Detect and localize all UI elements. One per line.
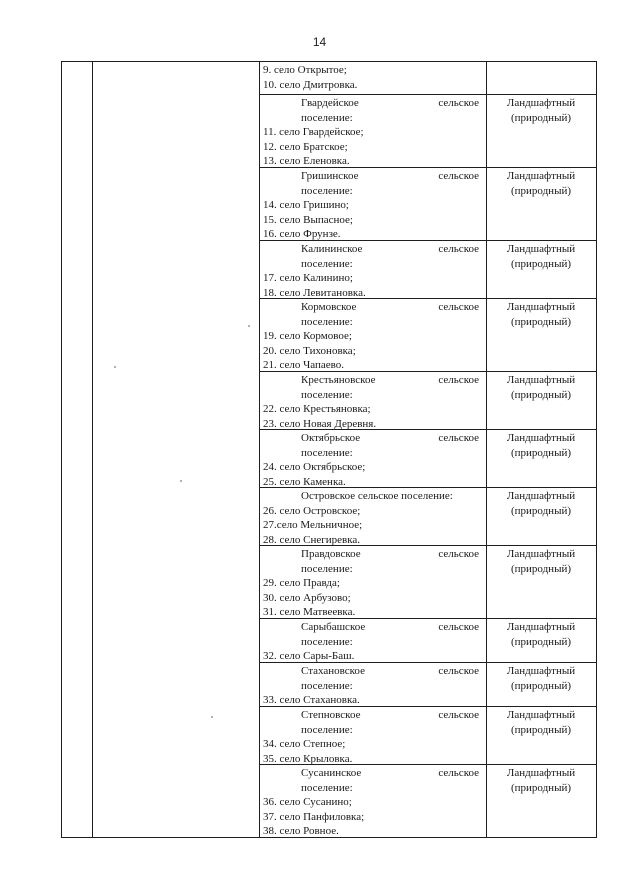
settlement-kind: сельское bbox=[438, 709, 479, 721]
table-row bbox=[259, 707, 596, 765]
settlement-cell bbox=[259, 241, 486, 300]
table-row bbox=[259, 430, 596, 488]
type-cell bbox=[486, 241, 596, 271]
village-item: 23. село Новая Деревня. bbox=[263, 417, 377, 430]
settlement-name: Островское сельское поселение: bbox=[301, 490, 453, 502]
type-sublabel: (природный) bbox=[510, 723, 572, 736]
type-sublabel: (природный) bbox=[510, 446, 572, 459]
village-item: 18. село Левитановка. bbox=[263, 286, 366, 299]
village-item: 30. село Арбузово; bbox=[263, 591, 351, 604]
settlements-table bbox=[61, 61, 597, 838]
settlement-heading-cont: поселение: bbox=[301, 388, 353, 401]
table-row bbox=[259, 299, 596, 372]
type-label: Ландшафтный bbox=[506, 490, 576, 502]
settlement-kind: сельское bbox=[438, 243, 479, 255]
type-cell bbox=[486, 430, 596, 460]
settlement-heading-cont: поселение: bbox=[301, 781, 353, 794]
settlement-heading-cont: поселение: bbox=[301, 111, 353, 124]
settlement-kind: сельское bbox=[438, 548, 479, 560]
settlement-name: Степновское bbox=[301, 709, 361, 721]
type-cell bbox=[486, 488, 596, 518]
type-label: Ландшафтный bbox=[506, 548, 576, 560]
type-label: Ландшафтный bbox=[506, 243, 576, 255]
settlement-name: Калининское bbox=[301, 243, 363, 255]
settlement-cell bbox=[259, 707, 486, 766]
type-label: Ландшафтный bbox=[506, 170, 576, 182]
table-body bbox=[259, 62, 596, 838]
village-item: 37. село Панфиловка; bbox=[263, 810, 365, 823]
type-label: Ландшафтный bbox=[506, 767, 576, 779]
settlement-name: Крестьяновское bbox=[301, 374, 376, 386]
table-row bbox=[259, 95, 596, 168]
village-item: 17. село Калинино; bbox=[263, 272, 353, 285]
settlement-heading bbox=[263, 547, 480, 562]
type-label: Ландшафтный bbox=[506, 432, 576, 444]
village-item: 34. село Степное; bbox=[263, 738, 346, 751]
settlement-heading bbox=[263, 373, 480, 388]
village-item: 13. село Еленовка. bbox=[263, 155, 350, 168]
type-sublabel: (природный) bbox=[510, 315, 572, 328]
type-sublabel: (природный) bbox=[510, 388, 572, 401]
village-item: 21. село Чапаево. bbox=[263, 359, 345, 372]
settlement-heading bbox=[263, 431, 480, 446]
type-cell bbox=[486, 619, 596, 649]
settlement-heading bbox=[263, 169, 480, 184]
type-sublabel: (природный) bbox=[510, 635, 572, 648]
scan-speck bbox=[114, 366, 116, 368]
village-item: 36. село Сусанино; bbox=[263, 796, 352, 809]
settlement-cell bbox=[259, 62, 486, 92]
type-sublabel: (природный) bbox=[510, 781, 572, 794]
table-row bbox=[259, 663, 596, 707]
settlement-cell bbox=[259, 619, 486, 664]
settlement-heading bbox=[263, 96, 480, 111]
table-row bbox=[259, 488, 596, 546]
settlement-heading bbox=[263, 766, 480, 781]
column-divider bbox=[92, 62, 93, 837]
page-number: 14 bbox=[312, 35, 327, 49]
settlement-cell bbox=[259, 663, 486, 708]
village-item: 33. село Стахановка. bbox=[263, 694, 360, 707]
type-label: Ландшафтный bbox=[506, 301, 576, 313]
settlement-heading-cont: поселение: bbox=[301, 562, 353, 575]
village-item: 12. село Братское; bbox=[263, 140, 348, 153]
type-label: Ландшафтный bbox=[506, 621, 576, 633]
village-item: 16. село Фрунзе. bbox=[263, 228, 341, 241]
settlement-heading bbox=[263, 664, 480, 679]
settlement-name: Гришинское bbox=[301, 170, 359, 182]
scan-speck bbox=[248, 325, 250, 327]
settlement-kind: сельское bbox=[438, 432, 479, 444]
settlement-heading-cont: поселение: bbox=[301, 446, 353, 459]
settlement-kind: сельское bbox=[438, 665, 479, 677]
settlement-cell bbox=[259, 488, 486, 547]
village-item: 19. село Кормовое; bbox=[263, 330, 352, 343]
settlement-heading-cont: поселение: bbox=[301, 184, 353, 197]
settlement-kind: сельское bbox=[438, 97, 479, 109]
type-sublabel: (природный) bbox=[510, 111, 572, 124]
village-item: 20. село Тихоновка; bbox=[263, 344, 356, 357]
village-item: 35. село Крыловка. bbox=[263, 752, 353, 765]
settlement-heading bbox=[263, 242, 480, 257]
settlement-cell bbox=[259, 372, 486, 431]
village-item: 27.село Мельничное; bbox=[263, 519, 363, 532]
village-item: 24. село Октябрьское; bbox=[263, 461, 366, 474]
type-label: Ландшафтный bbox=[506, 709, 576, 721]
village-item: 29. село Правда; bbox=[263, 577, 340, 590]
type-sublabel: (природный) bbox=[510, 504, 572, 517]
village-item: 15. село Выпасное; bbox=[263, 213, 353, 226]
table-row bbox=[259, 62, 596, 95]
settlement-kind: сельское bbox=[438, 170, 479, 182]
settlement-kind: сельское bbox=[438, 301, 479, 313]
settlement-kind: сельское bbox=[438, 374, 479, 386]
settlement-cell bbox=[259, 168, 486, 242]
settlement-cell bbox=[259, 546, 486, 620]
table-row bbox=[259, 372, 596, 430]
type-cell bbox=[486, 546, 596, 576]
village-item: 26. село Островское; bbox=[263, 504, 361, 517]
settlement-kind: сельское bbox=[438, 767, 479, 779]
village-item: 32. село Сары-Баш. bbox=[263, 650, 355, 663]
settlement-name: Кормовское bbox=[301, 301, 357, 313]
type-sublabel: (природный) bbox=[510, 679, 572, 692]
village-item: 9. село Открытое; bbox=[263, 64, 347, 76]
type-cell bbox=[486, 663, 596, 693]
type-label: Ландшафтный bbox=[506, 97, 576, 109]
village-item: 25. село Каменка. bbox=[263, 475, 346, 488]
type-cell bbox=[486, 62, 596, 63]
settlement-name: Правдовское bbox=[301, 548, 361, 560]
settlement-name: Сарыбашское bbox=[301, 621, 366, 633]
settlement-heading-cont: поселение: bbox=[301, 635, 353, 648]
settlement-cell bbox=[259, 765, 486, 839]
village-item: 28. село Снегиревка. bbox=[263, 533, 361, 546]
table-row bbox=[259, 168, 596, 241]
village-item: 10. село Дмитровка. bbox=[263, 78, 358, 91]
type-cell bbox=[486, 168, 596, 198]
type-cell bbox=[486, 765, 596, 795]
settlement-name: Сусанинское bbox=[301, 767, 362, 779]
settlement-heading bbox=[263, 708, 480, 723]
settlement-name: Гвардейское bbox=[301, 97, 359, 109]
settlement-heading bbox=[263, 300, 480, 315]
settlement-heading bbox=[263, 620, 480, 635]
village-item: 22. село Крестьяновка; bbox=[263, 403, 371, 416]
settlement-cell bbox=[259, 299, 486, 373]
table-row bbox=[259, 619, 596, 663]
type-sublabel: (природный) bbox=[510, 562, 572, 575]
scan-speck bbox=[180, 480, 182, 482]
type-sublabel: (природный) bbox=[510, 184, 572, 197]
type-sublabel: (природный) bbox=[510, 257, 572, 270]
type-cell bbox=[486, 299, 596, 329]
table-row bbox=[259, 765, 596, 838]
settlement-heading bbox=[263, 489, 480, 504]
type-cell bbox=[486, 95, 596, 125]
type-cell bbox=[486, 707, 596, 737]
settlement-name: Стахановское bbox=[301, 665, 365, 677]
settlement-heading-cont: поселение: bbox=[301, 315, 353, 328]
settlement-cell bbox=[259, 95, 486, 169]
settlement-name: Октябрьское bbox=[301, 432, 361, 444]
settlement-heading-cont: поселение: bbox=[301, 257, 353, 270]
settlement-cell bbox=[259, 430, 486, 489]
scan-speck bbox=[211, 716, 213, 718]
type-label: Ландшафтный bbox=[506, 665, 576, 677]
type-cell bbox=[486, 372, 596, 402]
table-row bbox=[259, 546, 596, 619]
table-row bbox=[259, 241, 596, 299]
village-item: 11. село Гвардейское; bbox=[263, 126, 364, 139]
village-item: 31. село Матвеевка. bbox=[263, 606, 356, 619]
village-item: 14. село Гришино; bbox=[263, 199, 349, 212]
settlement-heading-cont: поселение: bbox=[301, 679, 353, 692]
type-label: Ландшафтный bbox=[506, 374, 576, 386]
village-item: 38. село Ровное. bbox=[263, 825, 339, 838]
settlement-heading-cont: поселение: bbox=[301, 723, 353, 736]
settlement-kind: сельское bbox=[438, 621, 479, 633]
